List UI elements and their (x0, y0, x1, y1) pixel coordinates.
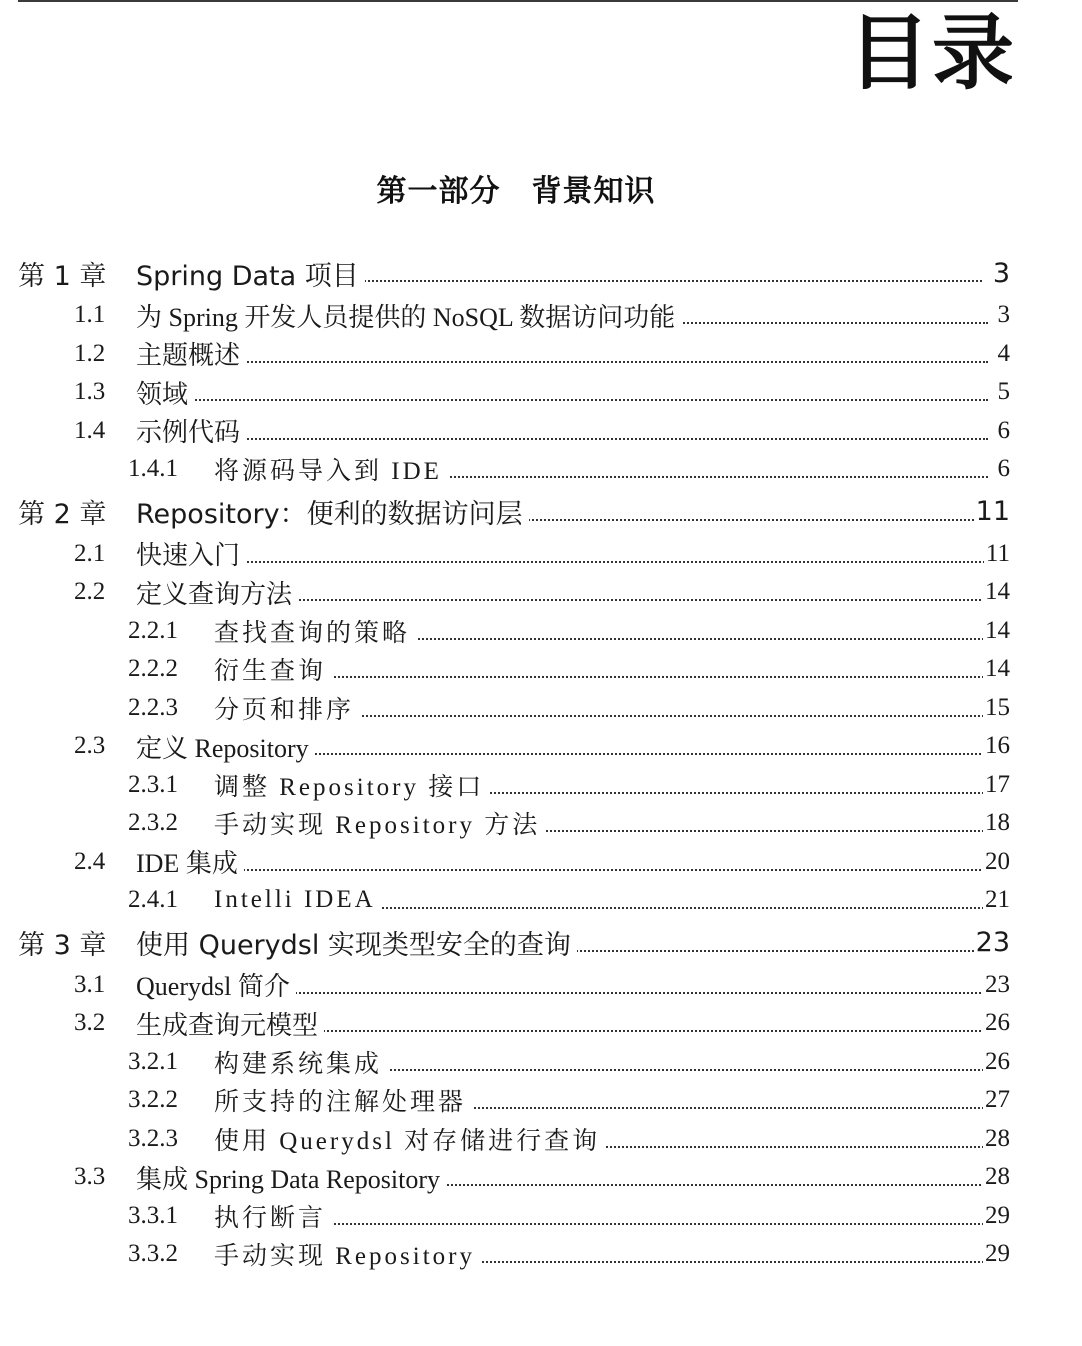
toc-entry-page: 28 (985, 1124, 1010, 1152)
page-title: 目录 (847, 6, 1016, 101)
toc-entry-title: 为 Spring 开发人员提供的 NoSQL 数据访问功能 (136, 297, 681, 334)
toc-entry-title: Querydsl 简介 (136, 966, 296, 1003)
dot-leader (136, 438, 988, 440)
toc-entry-number: 1.1 (74, 301, 106, 329)
dot-leader (136, 561, 988, 563)
toc-entry-sub[interactable] (0, 804, 1082, 843)
toc-entry-page: 27 (985, 1086, 1010, 1114)
dot-leader (136, 361, 988, 363)
toc-entry-section[interactable] (0, 296, 1082, 335)
toc-entry-title: Spring Data 项目 (136, 254, 365, 293)
toc-entry-section[interactable] (0, 966, 1082, 1005)
toc-entry-title: 将源码导入到 IDE (214, 451, 448, 487)
toc-entry-title: 执行断言 (214, 1198, 332, 1234)
toc-entry-page: 29 (985, 1240, 1010, 1268)
toc-entry-number: 第 3 章 (18, 930, 107, 961)
toc-entry-page: 11 (975, 496, 1010, 527)
toc-entry-title: 定义 Repository (136, 728, 315, 765)
toc-entry-sub[interactable] (0, 1235, 1082, 1274)
toc-entry-number: 3.2.1 (128, 1047, 178, 1075)
toc-entry-title: 定义查询方法 (136, 574, 298, 611)
toc-entry-title: 领域 (136, 374, 194, 411)
toc-entry-number: 2.2.3 (128, 693, 178, 721)
toc-entry-title: 手动实现 Repository (214, 1236, 481, 1272)
toc-entry-page: 6 (997, 455, 1010, 483)
toc-entry-title: 衍生查询 (214, 651, 332, 687)
toc-entry-section[interactable] (0, 1158, 1082, 1197)
toc-entry-title: 分页和排序 (214, 690, 360, 726)
toc-entry-page: 17 (985, 770, 1010, 798)
toc-entry-chapter[interactable] (0, 489, 1082, 535)
toc-entry-number: 3.2 (74, 1009, 106, 1037)
toc-entry-number: 2.4.1 (128, 886, 178, 914)
toc-entry-number: 3.3.2 (128, 1240, 178, 1268)
toc-entry-section[interactable] (0, 1004, 1082, 1043)
toc-entry-page: 20 (985, 847, 1010, 875)
toc-entry-section[interactable] (0, 412, 1082, 451)
toc-entry-section[interactable] (0, 535, 1082, 574)
toc-entry-section[interactable] (0, 573, 1082, 612)
toc-entry-number: 3.3.1 (128, 1201, 178, 1229)
toc-entry-chapter[interactable] (0, 920, 1082, 966)
table-of-contents (0, 250, 1082, 1274)
toc-entry-number: 3.3 (74, 1163, 106, 1191)
toc-entry-sub[interactable] (0, 612, 1082, 651)
toc-entry-page: 26 (985, 1047, 1010, 1075)
toc-entry-page: 15 (985, 693, 1010, 721)
toc-entry-section[interactable] (0, 727, 1082, 766)
toc-entry-title: 使用 Querydsl 对存储进行查询 (214, 1121, 606, 1157)
toc-entry-page: 14 (985, 655, 1010, 683)
toc-entry-chapter[interactable] (0, 250, 1082, 296)
toc-entry-sub[interactable] (0, 1197, 1082, 1236)
toc-entry-number: 1.4 (74, 416, 106, 444)
toc-entry-number: 1.4.1 (128, 455, 178, 483)
toc-entry-page: 26 (985, 1009, 1010, 1037)
toc-entry-title: 生成查询元模型 (136, 1005, 324, 1042)
toc-entry-number: 2.1 (74, 539, 106, 567)
toc-entry-number: 2.2 (74, 578, 106, 606)
toc-entry-page: 5 (997, 378, 1010, 406)
part-title: 第一部分 背景知识 (376, 174, 656, 209)
toc-entry-title: 集成 Spring Data Repository (136, 1159, 446, 1196)
toc-entry-number: 第 1 章 (18, 260, 107, 292)
toc-entry-number: 3.2.2 (128, 1086, 178, 1114)
toc-entry-sub[interactable] (0, 1120, 1082, 1159)
toc-entry-page: 4 (997, 339, 1010, 367)
toc-entry-sub[interactable] (0, 766, 1082, 805)
toc-entry-number: 2.2.1 (128, 616, 178, 644)
toc-entry-number: 2.3.2 (128, 809, 178, 837)
toc-entry-sub[interactable] (0, 1081, 1082, 1120)
top-rule (18, 0, 1018, 2)
toc-entry-page: 3 (997, 301, 1010, 329)
toc-entry-number: 第 2 章 (18, 499, 107, 530)
toc-entry-page: 18 (985, 809, 1010, 837)
toc-entry-title: 构建系统集成 (214, 1044, 388, 1080)
toc-entry-page: 6 (997, 416, 1010, 444)
toc-entry-sub[interactable] (0, 689, 1082, 728)
toc-entry-title: 快速入门 (136, 535, 246, 572)
toc-entry-sub[interactable] (0, 1043, 1082, 1082)
toc-entry-page: 23 (985, 970, 1010, 998)
toc-entry-page: 14 (985, 578, 1010, 606)
toc-entry-sub[interactable] (0, 881, 1082, 920)
toc-entry-title: 手动实现 Repository 方法 (214, 805, 546, 841)
toc-entry-title: 示例代码 (136, 412, 246, 449)
toc-entry-number: 2.4 (74, 847, 106, 875)
toc-entry-number: 2.3 (74, 732, 106, 760)
toc-entry-number: 3.2.3 (128, 1124, 178, 1152)
toc-entry-page: 3 (992, 257, 1010, 289)
toc-entry-page: 28 (985, 1163, 1010, 1191)
toc-entry-title: 调整 Repository 接口 (214, 767, 490, 803)
toc-entry-page: 23 (975, 927, 1010, 958)
toc-entry-number: 1.2 (74, 339, 106, 367)
toc-entry-title: 使用 Querydsl 实现类型安全的查询 (136, 923, 577, 962)
toc-entry-title: Repository：便利的数据访问层 (136, 492, 529, 531)
toc-entry-sub[interactable] (0, 650, 1082, 689)
toc-entry-number: 1.3 (74, 378, 106, 406)
dot-leader (136, 869, 988, 871)
toc-entry-title: Intelli IDEA (214, 886, 382, 914)
toc-entry-title: 所支持的注解处理器 (214, 1082, 472, 1118)
toc-entry-section[interactable] (0, 335, 1082, 374)
toc-entry-number: 2.3.1 (128, 770, 178, 798)
toc-entry-title: 查找查询的策略 (214, 613, 416, 649)
toc-entry-number: 3.1 (74, 970, 106, 998)
toc-entry-title: IDE 集成 (136, 843, 244, 880)
toc-entry-sub[interactable] (0, 450, 1082, 489)
toc-entry-page: 16 (985, 732, 1010, 760)
toc-entry-number: 2.2.2 (128, 655, 178, 683)
toc-entry-section[interactable] (0, 373, 1082, 412)
toc-entry-page: 14 (985, 616, 1010, 644)
toc-entry-title: 主题概述 (136, 335, 246, 372)
toc-entry-page: 21 (985, 886, 1010, 914)
dot-leader (136, 399, 988, 401)
toc-entry-page: 11 (985, 539, 1010, 567)
toc-entry-page: 29 (985, 1201, 1010, 1229)
toc-entry-section[interactable] (0, 843, 1082, 882)
